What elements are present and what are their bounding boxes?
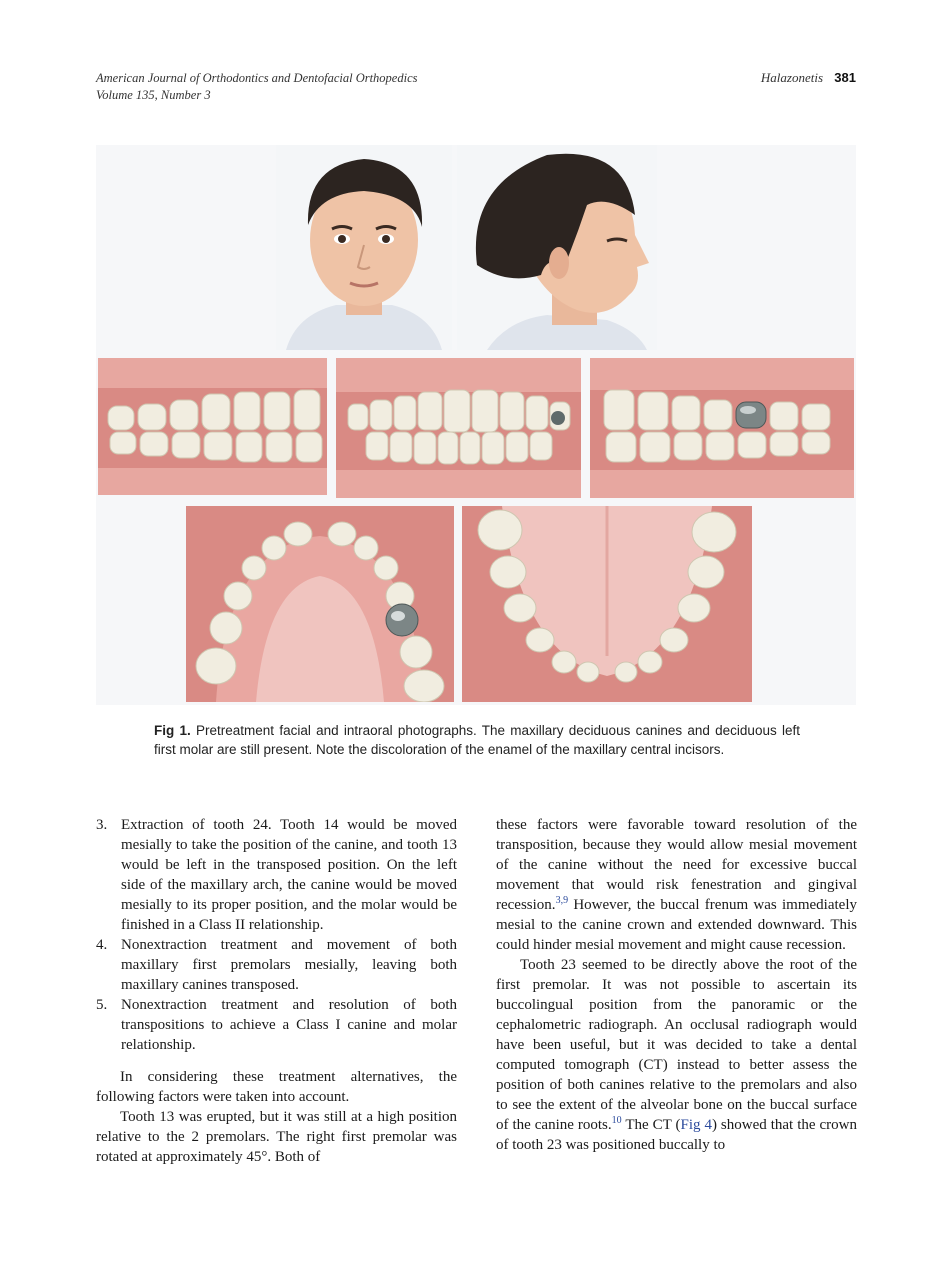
list-item-text: Nonextraction treatment and movement of both maxillary first premolars mesially, leaving both maxillary canines transposed.	[121, 937, 457, 993]
list-item-number: 3.	[96, 817, 108, 833]
figure-reference-link[interactable]: Fig 4	[680, 1117, 712, 1133]
list-item-text: Nonextraction treatment and resolution of both transpositions to achieve a Class I canine and molar relationship.	[121, 997, 457, 1053]
journal-title: American Journal of Orthodontics and Dentofacial Orthopedics	[96, 71, 418, 85]
paragraph	[496, 815, 857, 955]
paragraph-text: The CT (	[621, 1117, 681, 1133]
treatment-alternatives-list	[96, 815, 457, 1055]
header-right	[761, 70, 856, 86]
list-item-number: 4.	[96, 937, 108, 953]
mandibular-occlusal-photo	[462, 506, 752, 702]
citation-link[interactable]: 10	[611, 1115, 622, 1126]
right-column	[496, 815, 857, 1155]
paragraph	[496, 955, 857, 1155]
list-item-text: Extraction of tooth 24. Tooth 14 would be moved mesially to take the position of the canine, and tooth 13 would be left in the transposed position. On the left side of the maxillary arch, the canine would be moved mesially to its proper position, and the molar would be finished in a Class II relationship.	[121, 817, 457, 933]
page-number: 381	[834, 70, 856, 85]
intraoral-right-photo	[98, 358, 327, 495]
journal-volume: Volume 135, Number 3	[96, 88, 211, 102]
header-author: Halazonetis	[760, 70, 824, 85]
list-item	[96, 995, 457, 1055]
paragraph-text: ) showed that the crown of tooth 23 was positioned buccally to	[496, 1117, 857, 1153]
list-item	[96, 935, 457, 995]
intraoral-frontal-photo	[336, 358, 581, 498]
profile-face-photo	[457, 145, 657, 350]
figure-caption	[154, 721, 800, 759]
citation-link[interactable]: 3,9	[555, 895, 569, 906]
figure-caption-text: Pretreatment facial and intraoral photographs. The maxillary deciduous canines and deciduous left first molar are still present. Note the discoloration of the enamel of the maxillary central incisors.	[154, 723, 800, 757]
paragraph: Tooth 13 was erupted, but it was still at a high position relative to the 2 premolars. The right first premolar was rotated at approximately 45°. Both of	[96, 1109, 457, 1165]
left-column	[96, 815, 457, 1167]
running-header	[96, 70, 856, 110]
paragraph: In considering these treatment alternatives, the following factors were taken into account.	[96, 1069, 457, 1105]
list-item	[96, 815, 457, 935]
paragraph-text: Tooth 23 seemed to be directly above the root of the first premolar. It was not possible to ascertain its buccolingual position from the panoramic or the cephalometric radiograph. An occlusal radiograph would have been useful, but it was decided to take a dental computed tomograph (CT) instead to better assess the position of both canines relative to the premolars and also to see the extent of the alveolar bone on the buccal surface of the canine roots.	[496, 957, 857, 1133]
paragraph-text: these factors were favorable toward resolution of the transposition, because they would allow mesial movement of the canine without the need for excessive buccal movement that would risk fenestration and gingival recession.	[496, 817, 857, 913]
intraoral-left-photo	[590, 358, 854, 498]
figure-label: Fig 1.	[154, 723, 191, 738]
maxillary-occlusal-photo	[186, 506, 454, 702]
list-item-number: 5.	[96, 997, 108, 1013]
paragraph-text: However, the buccal frenum was immediately mesial to the canine crown and extended downward. This could hinder mesial movement and might cause recession.	[496, 897, 857, 953]
frontal-face-photo	[276, 145, 452, 350]
